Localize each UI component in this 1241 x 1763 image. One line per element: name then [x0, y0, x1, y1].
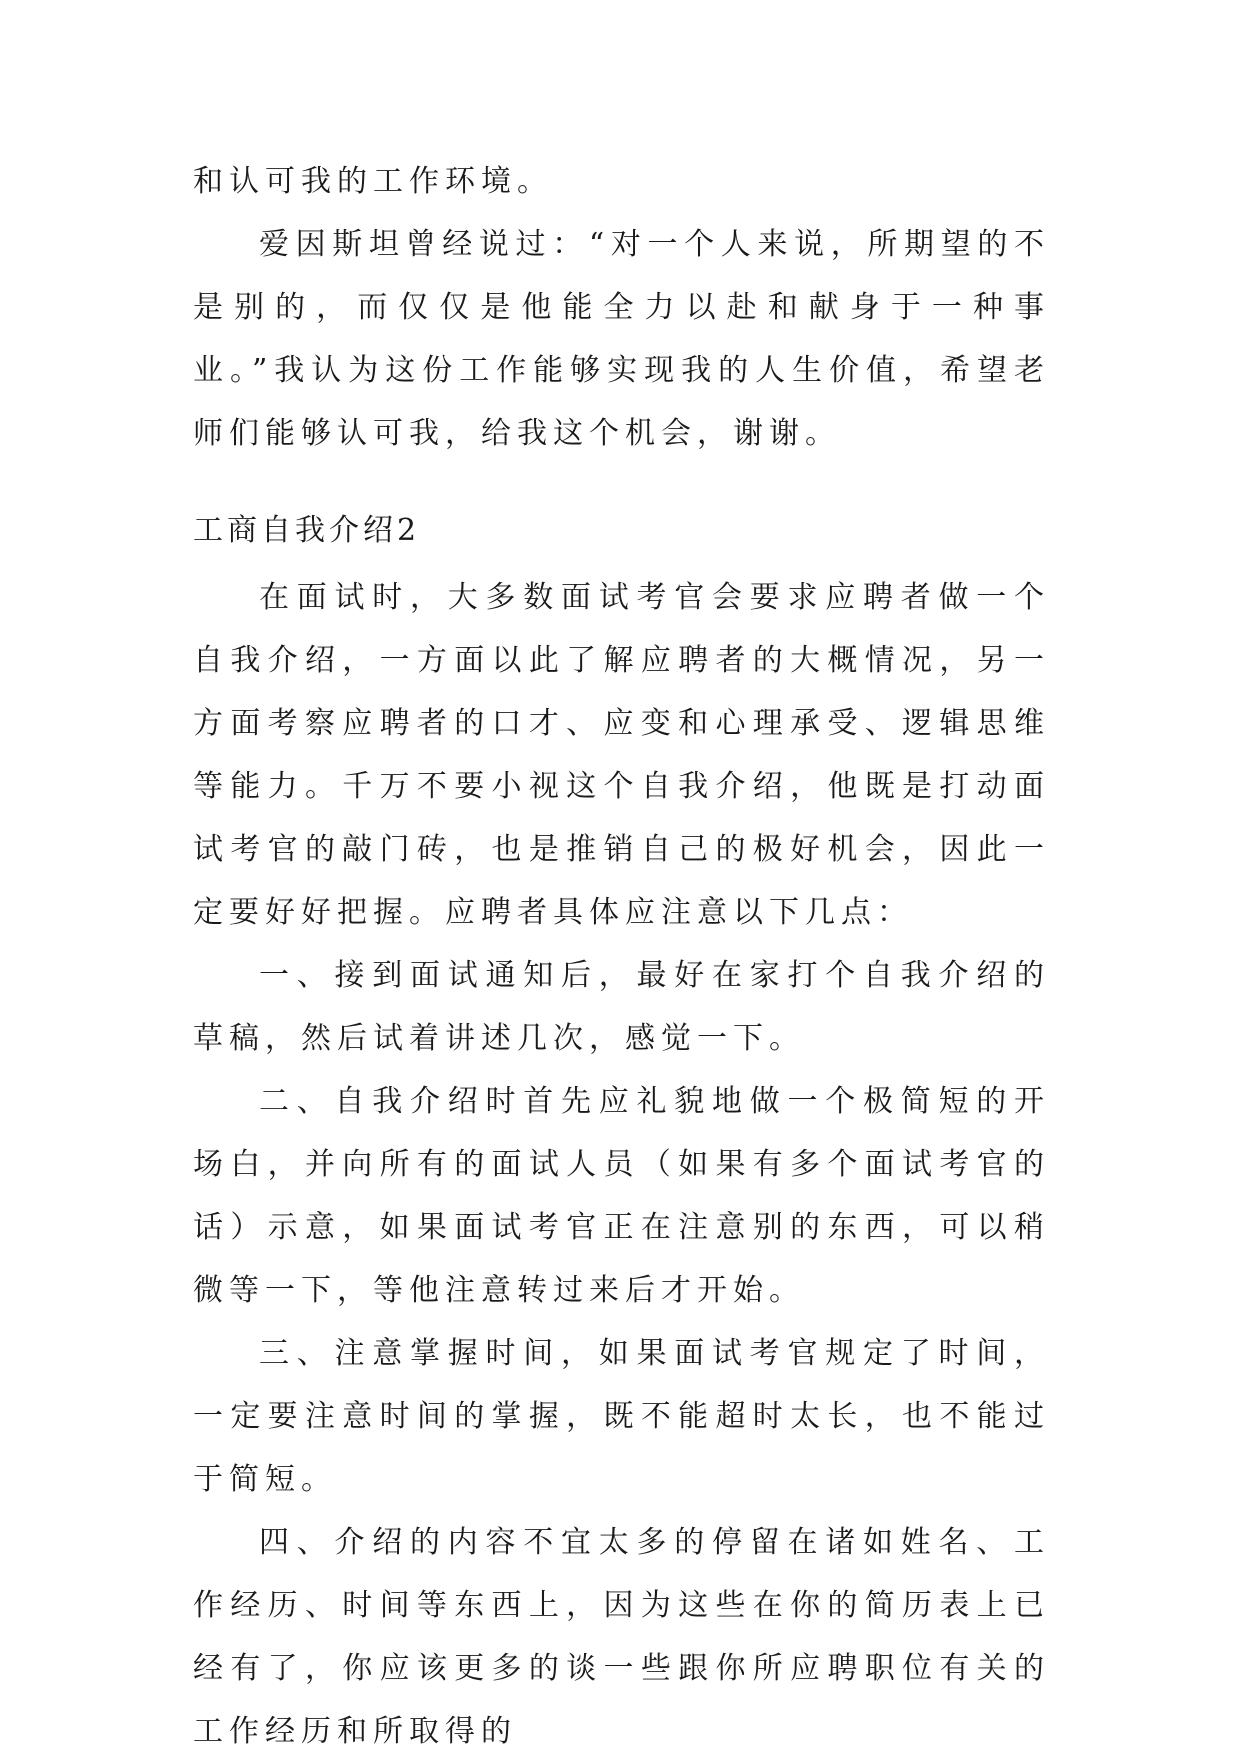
section-heading: 工商自我介绍2	[193, 513, 421, 548]
body-text-block-1	[193, 150, 1050, 465]
body-text-block-2	[193, 566, 1050, 1763]
paragraph: 一、接到面试通知后，最好在家打个自我介绍的草稿，然后试着讲述几次，感觉一下。	[193, 958, 1050, 1056]
paragraph: 在面试时，大多数面试考官会要求应聘者做一个自我介绍，一方面以此了解应聘者的大概情况，另一方面考察应聘者的口才、应变和心理承受、逻辑思维等能力。千万不要小视这个自我介绍，他既是打动面试考官的敲门砖，也是推销自己的极好机会，因此一定要好好把握。应聘者具体应注意以下几点：	[193, 580, 1050, 930]
paragraph: 爱因斯坦曾经说过：“对一个人来说，所期望的不是别的，而仅仅是他能全力以赴和献身于一种事业。”我认为这份工作能够实现我的人生价值，希望老师们能够认可我，给我这个机会，谢谢。	[193, 227, 1050, 451]
paragraph: 二、自我介绍时首先应礼貌地做一个极简短的开场白，并向所有的面试人员（如果有多个面试考官的话）示意，如果面试考官正在注意别的东西，可以稍微等一下，等他注意转过来后才开始。	[193, 1084, 1050, 1308]
paragraph: 三、注意掌握时间，如果面试考官规定了时间，一定要注意时间的掌握，既不能超时太长，也不能过于简短。	[193, 1336, 1050, 1497]
paragraph: 和认可我的工作环境。	[193, 164, 553, 199]
paragraph: 四、介绍的内容不宜太多的停留在诸如姓名、工作经历、时间等东西上，因为这些在你的简历表上已经有了，你应该更多的谈一些跟你所应聘职位有关的工作经历和所取得的	[193, 1525, 1050, 1749]
